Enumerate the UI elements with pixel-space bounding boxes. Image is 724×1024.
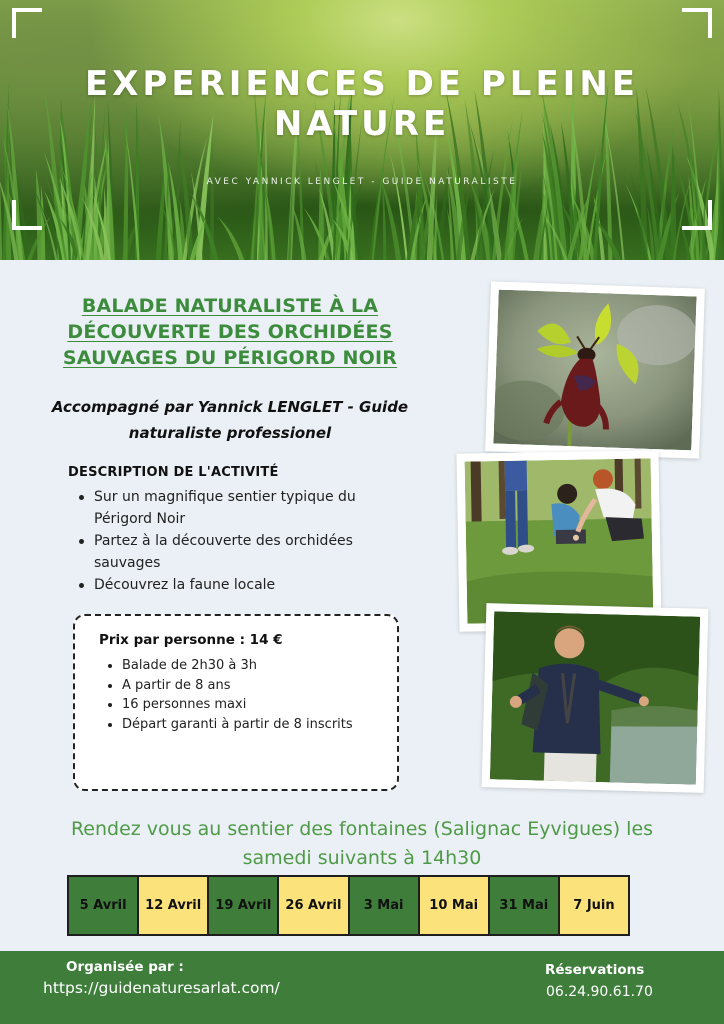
description-list bbox=[94, 486, 404, 596]
list-item: A partir de 8 ans bbox=[122, 676, 362, 696]
frame-corner-top-left bbox=[12, 8, 42, 38]
list-item: Départ garanti à partir de 8 inscrits bbox=[122, 715, 362, 735]
pricing-heading: Prix par personne : 14 € bbox=[99, 632, 283, 648]
activity-title: BALADE NATURALISTE À LA DÉCOUVERTE DES ORCHIDÉES SAUVAGES DU PÉRIGORD NOIR bbox=[62, 295, 398, 369]
date-cell: 26 Avril bbox=[279, 877, 349, 934]
hero-banner bbox=[0, 0, 724, 260]
phone-number[interactable]: 06.24.90.61.70 bbox=[546, 984, 653, 1000]
dates-table bbox=[67, 875, 630, 936]
grass-blade bbox=[670, 144, 676, 260]
date-cell: 10 Mai bbox=[420, 877, 490, 934]
grass-blade bbox=[217, 216, 244, 260]
website-link[interactable]: https://guidenaturesarlat.com/ bbox=[43, 979, 280, 997]
footer bbox=[0, 951, 724, 1024]
frame-corner-bottom-left bbox=[12, 200, 42, 230]
list-item: 16 personnes maxi bbox=[122, 695, 362, 715]
grass-blade bbox=[390, 152, 408, 260]
pricing-list bbox=[122, 656, 362, 734]
organised-label: Organisée par : bbox=[66, 959, 184, 975]
date-cell: 5 Avril bbox=[69, 877, 139, 934]
guide-line: Accompagné par Yannick LENGLET - Guide naturaliste professionel bbox=[51, 398, 409, 442]
grass-blade bbox=[0, 152, 2, 260]
guide-photo bbox=[482, 603, 709, 793]
list-item: Balade de 2h30 à 3h bbox=[122, 656, 362, 676]
hero-subtitle: AVEC YANNICK LENGLET - GUIDE NATURALISTE bbox=[206, 177, 518, 187]
group-observing-plants-icon bbox=[465, 458, 654, 623]
rendezvous-text: Rendez vous au sentier des fontaines (Salignac Eyvigues) les samedi suivants à 14h30 bbox=[70, 818, 654, 869]
grass-blade bbox=[718, 89, 722, 260]
guide-explaining-icon bbox=[490, 611, 700, 784]
pricing-box bbox=[73, 614, 399, 791]
date-cell: 7 Juin bbox=[560, 877, 628, 934]
date-cell: 12 Avril bbox=[139, 877, 209, 934]
date-cell: 3 Mai bbox=[350, 877, 420, 934]
description-heading: DESCRIPTION DE L'ACTIVITÉ bbox=[68, 465, 279, 480]
frame-corner-top-right bbox=[682, 8, 712, 38]
list-item: Sur un magnifique sentier typique du Périgord Noir bbox=[94, 486, 404, 530]
hero-title: EXPERIENCES DE PLEINE NATURE bbox=[84, 64, 640, 144]
reservations-label: Réservations bbox=[545, 962, 645, 978]
grass-blade bbox=[646, 146, 663, 260]
list-item: Partez à la découverte des orchidées sauvages bbox=[94, 530, 404, 574]
orchid-photo bbox=[485, 281, 705, 458]
date-cell: 19 Avril bbox=[209, 877, 279, 934]
date-cell: 31 Mai bbox=[490, 877, 560, 934]
orchid-flower-icon bbox=[493, 290, 696, 451]
frame-corner-bottom-right bbox=[682, 200, 712, 230]
list-item: Découvrez la faune locale bbox=[94, 574, 404, 596]
